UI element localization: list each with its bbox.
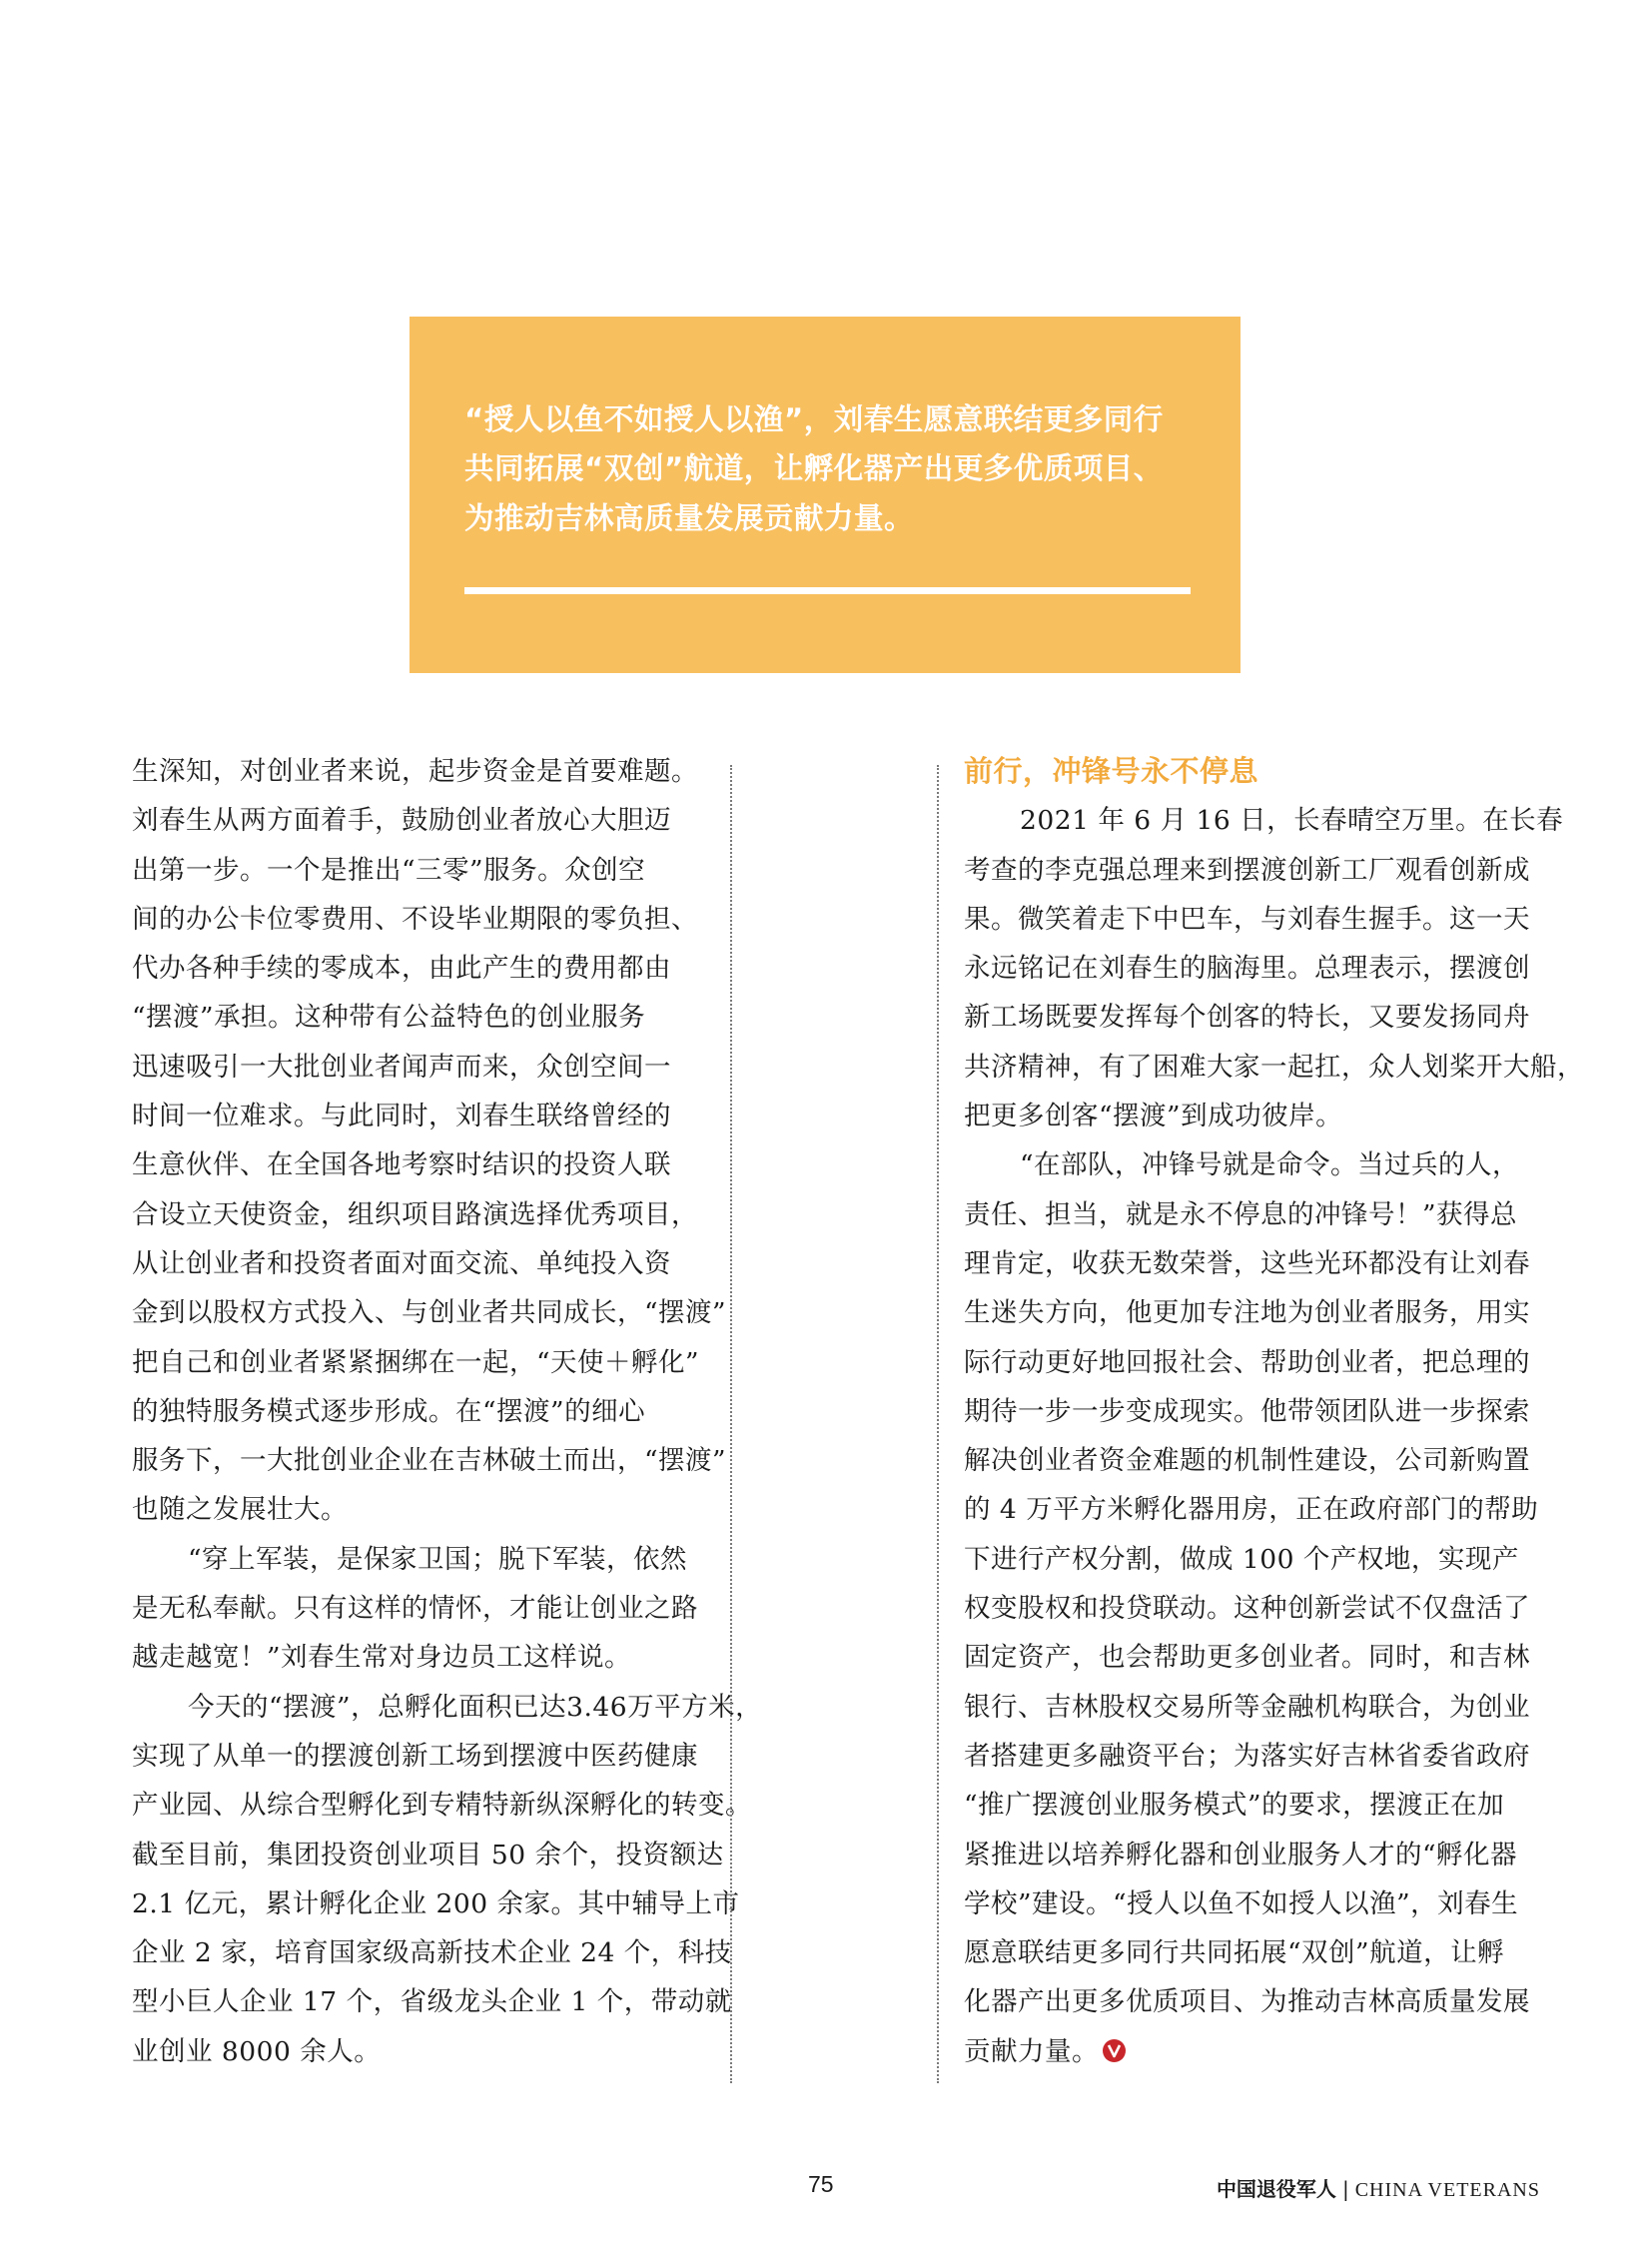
body-line-text: 贡献力量。 <box>964 2035 1099 2067</box>
body-line: 合设立天使资金，组织项目路演选择优秀项目， <box>132 1198 698 1230</box>
body-line: 把自己和创业者紧紧捆绑在一起，“天使＋孵化” <box>132 1346 700 1378</box>
body-line: 截至目前，集团投资创业项目 50 余个，投资额达 <box>132 1839 724 1870</box>
body-line: “摆渡”承担。这种带有公益特色的创业服务 <box>132 1002 646 1034</box>
pull-quote-line: “授人以鱼不如授人以渔”，刘春生愿意联结更多同行 <box>464 402 1164 436</box>
body-line: 银行、吉林股权交易所等金融机构联合，为创业 <box>964 1691 1530 1723</box>
body-line: 共济精神，有了困难大家一起扛，众人划桨开大船， <box>964 1051 1584 1083</box>
body-line: 服务下，一大批创业企业在吉林破土而出，“摆渡” <box>132 1445 727 1477</box>
body-line: 从让创业者和投资者面对面交流、单纯投入资 <box>132 1247 671 1279</box>
body-line: 责任、担当，就是永不停息的冲锋号！”获得总 <box>964 1198 1518 1230</box>
pull-quote-box <box>410 317 1240 673</box>
magazine-title <box>1217 2173 1540 2202</box>
body-line: 者搭建更多融资平台；为落实好吉林省委省政府 <box>964 1740 1530 1772</box>
body-line: 也随之发展壮大。 <box>132 1494 348 1526</box>
body-line: 固定资产，也会帮助更多创业者。同时，和吉林 <box>964 1642 1530 1674</box>
body-line: “在部队，冲锋号就是命令。当过兵的人， <box>1020 1149 1520 1181</box>
body-line: 是无私奉献。只有这样的情怀，才能让创业之路 <box>132 1593 698 1625</box>
body-line: 实现了从单一的摆渡创新工场到摆渡中医药健康 <box>132 1740 698 1772</box>
section-heading: 前行，冲锋号永不停息 <box>964 754 1259 788</box>
end-mark-icon <box>1103 2039 1126 2062</box>
body-line: 解决创业者资金难题的机制性建设，公司新购置 <box>964 1445 1530 1477</box>
pull-quote-text <box>464 394 1201 542</box>
magazine-title-cn: 中国退役军人 <box>1216 2177 1336 2201</box>
body-line: 愿意联结更多同行共同拓展“双创”航道，让孵 <box>964 1937 1505 1969</box>
body-line: 际行动更好地回报社会、帮助创业者，把总理的 <box>964 1346 1530 1378</box>
body-line: 2.1 亿元，累计孵化企业 200 余家。其中辅导上市 <box>132 1887 740 1919</box>
body-line: 果。微笑着走下中巴车，与刘春生握手。这一天 <box>964 903 1530 935</box>
body-line: 越走越宽！”刘春生常对身边员工这样说。 <box>132 1642 632 1674</box>
body-line: 的独特服务模式逐步形成。在“摆渡”的细心 <box>132 1395 646 1427</box>
body-line: 2021 年 6 月 16 日，长春晴空万里。在长春 <box>1020 805 1564 837</box>
magazine-title-en: CHINA VETERANS <box>1354 2179 1540 2201</box>
body-line: 刘春生从两方面着手，鼓励创业者放心大胆迈 <box>132 805 671 837</box>
body-line: 生迷失方向，他更加专注地为创业者服务，用实 <box>964 1297 1530 1329</box>
right-column <box>964 747 1584 2076</box>
body-line: 业创业 8000 余人。 <box>132 2035 382 2067</box>
pull-quote-line: 为推动吉林高质量发展贡献力量。 <box>464 500 915 535</box>
body-line: 金到以股权方式投入、与创业者共同成长，“摆渡” <box>132 1297 727 1329</box>
body-line: 权变股权和投贷联动。这种创新尝试不仅盘活了 <box>964 1593 1530 1625</box>
body-line: 理肯定，收获无数荣誉，这些光环都没有让刘春 <box>964 1247 1530 1279</box>
body-line: 紧推进以培养孵化器和创业服务人才的“孵化器 <box>964 1839 1518 1870</box>
column-divider-right <box>937 765 939 2083</box>
body-line: 迅速吸引一大批创业者闻声而来，众创空间一 <box>132 1051 671 1083</box>
column-divider-left <box>730 765 732 2083</box>
body-line: “穿上军装，是保家卫国；脱下军装，依然 <box>188 1543 688 1575</box>
pull-quote-line: 共同拓展“双创”航道，让孵化器产出更多优质项目、 <box>464 451 1164 486</box>
body-line: 把更多创客“摆渡”到成功彼岸。 <box>964 1101 1343 1132</box>
body-line: 考查的李克强总理来到摆渡创新工厂观看创新成 <box>964 854 1530 886</box>
body-line: 时间一位难求。与此同时，刘春生联络曾经的 <box>132 1101 671 1132</box>
body-line: 产业园、从综合型孵化到专精特新纵深孵化的转变。 <box>132 1790 752 1822</box>
body-line: 永远铭记在刘春生的脑海里。总理表示，摆渡创 <box>964 953 1530 985</box>
body-line-last <box>964 2027 1584 2076</box>
pull-quote-rule <box>464 587 1191 594</box>
body-line: 出第一步。一个是推出“三零”服务。众创空 <box>132 854 646 886</box>
body-line: 下进行产权分割，做成 100 个产权地，实现产 <box>964 1543 1519 1575</box>
body-line: “推广摆渡创业服务模式”的要求，摆渡正在加 <box>964 1790 1505 1822</box>
body-line: 型小巨人企业 17 个，省级龙头企业 1 个，带动就 <box>132 1986 732 2018</box>
body-line: 学校”建设。“授人以鱼不如授人以渔”，刘春生 <box>964 1887 1519 1919</box>
body-line: 新工场既要发挥每个创客的特长，又要发扬同舟 <box>964 1002 1530 1034</box>
page-number: 75 <box>808 2171 834 2197</box>
body-line: 生意伙伴、在全国各地考察时结识的投资人联 <box>132 1149 671 1181</box>
body-line: 代办各种手续的零成本，由此产生的费用都由 <box>132 953 671 985</box>
magazine-separator: | <box>1341 2177 1349 2201</box>
body-line: 的 4 万平方米孵化器用房，正在政府部门的帮助 <box>964 1494 1539 1526</box>
body-line: 企业 2 家，培育国家级高新技术企业 24 个，科技 <box>132 1937 732 1969</box>
body-line: 间的办公卡位零费用、不设毕业期限的零负担、 <box>132 903 698 935</box>
left-column <box>132 747 762 2076</box>
body-line: 生深知，对创业者来说，起步资金是首要难题。 <box>132 756 698 787</box>
body-line: 期待一步一步变成现实。他带领团队进一步探索 <box>964 1395 1530 1427</box>
body-line: 化器产出更多优质项目、为推动吉林高质量发展 <box>964 1986 1530 2018</box>
body-line: 今天的“摆渡”，总孵化面积已达3.46万平方米， <box>188 1691 763 1723</box>
